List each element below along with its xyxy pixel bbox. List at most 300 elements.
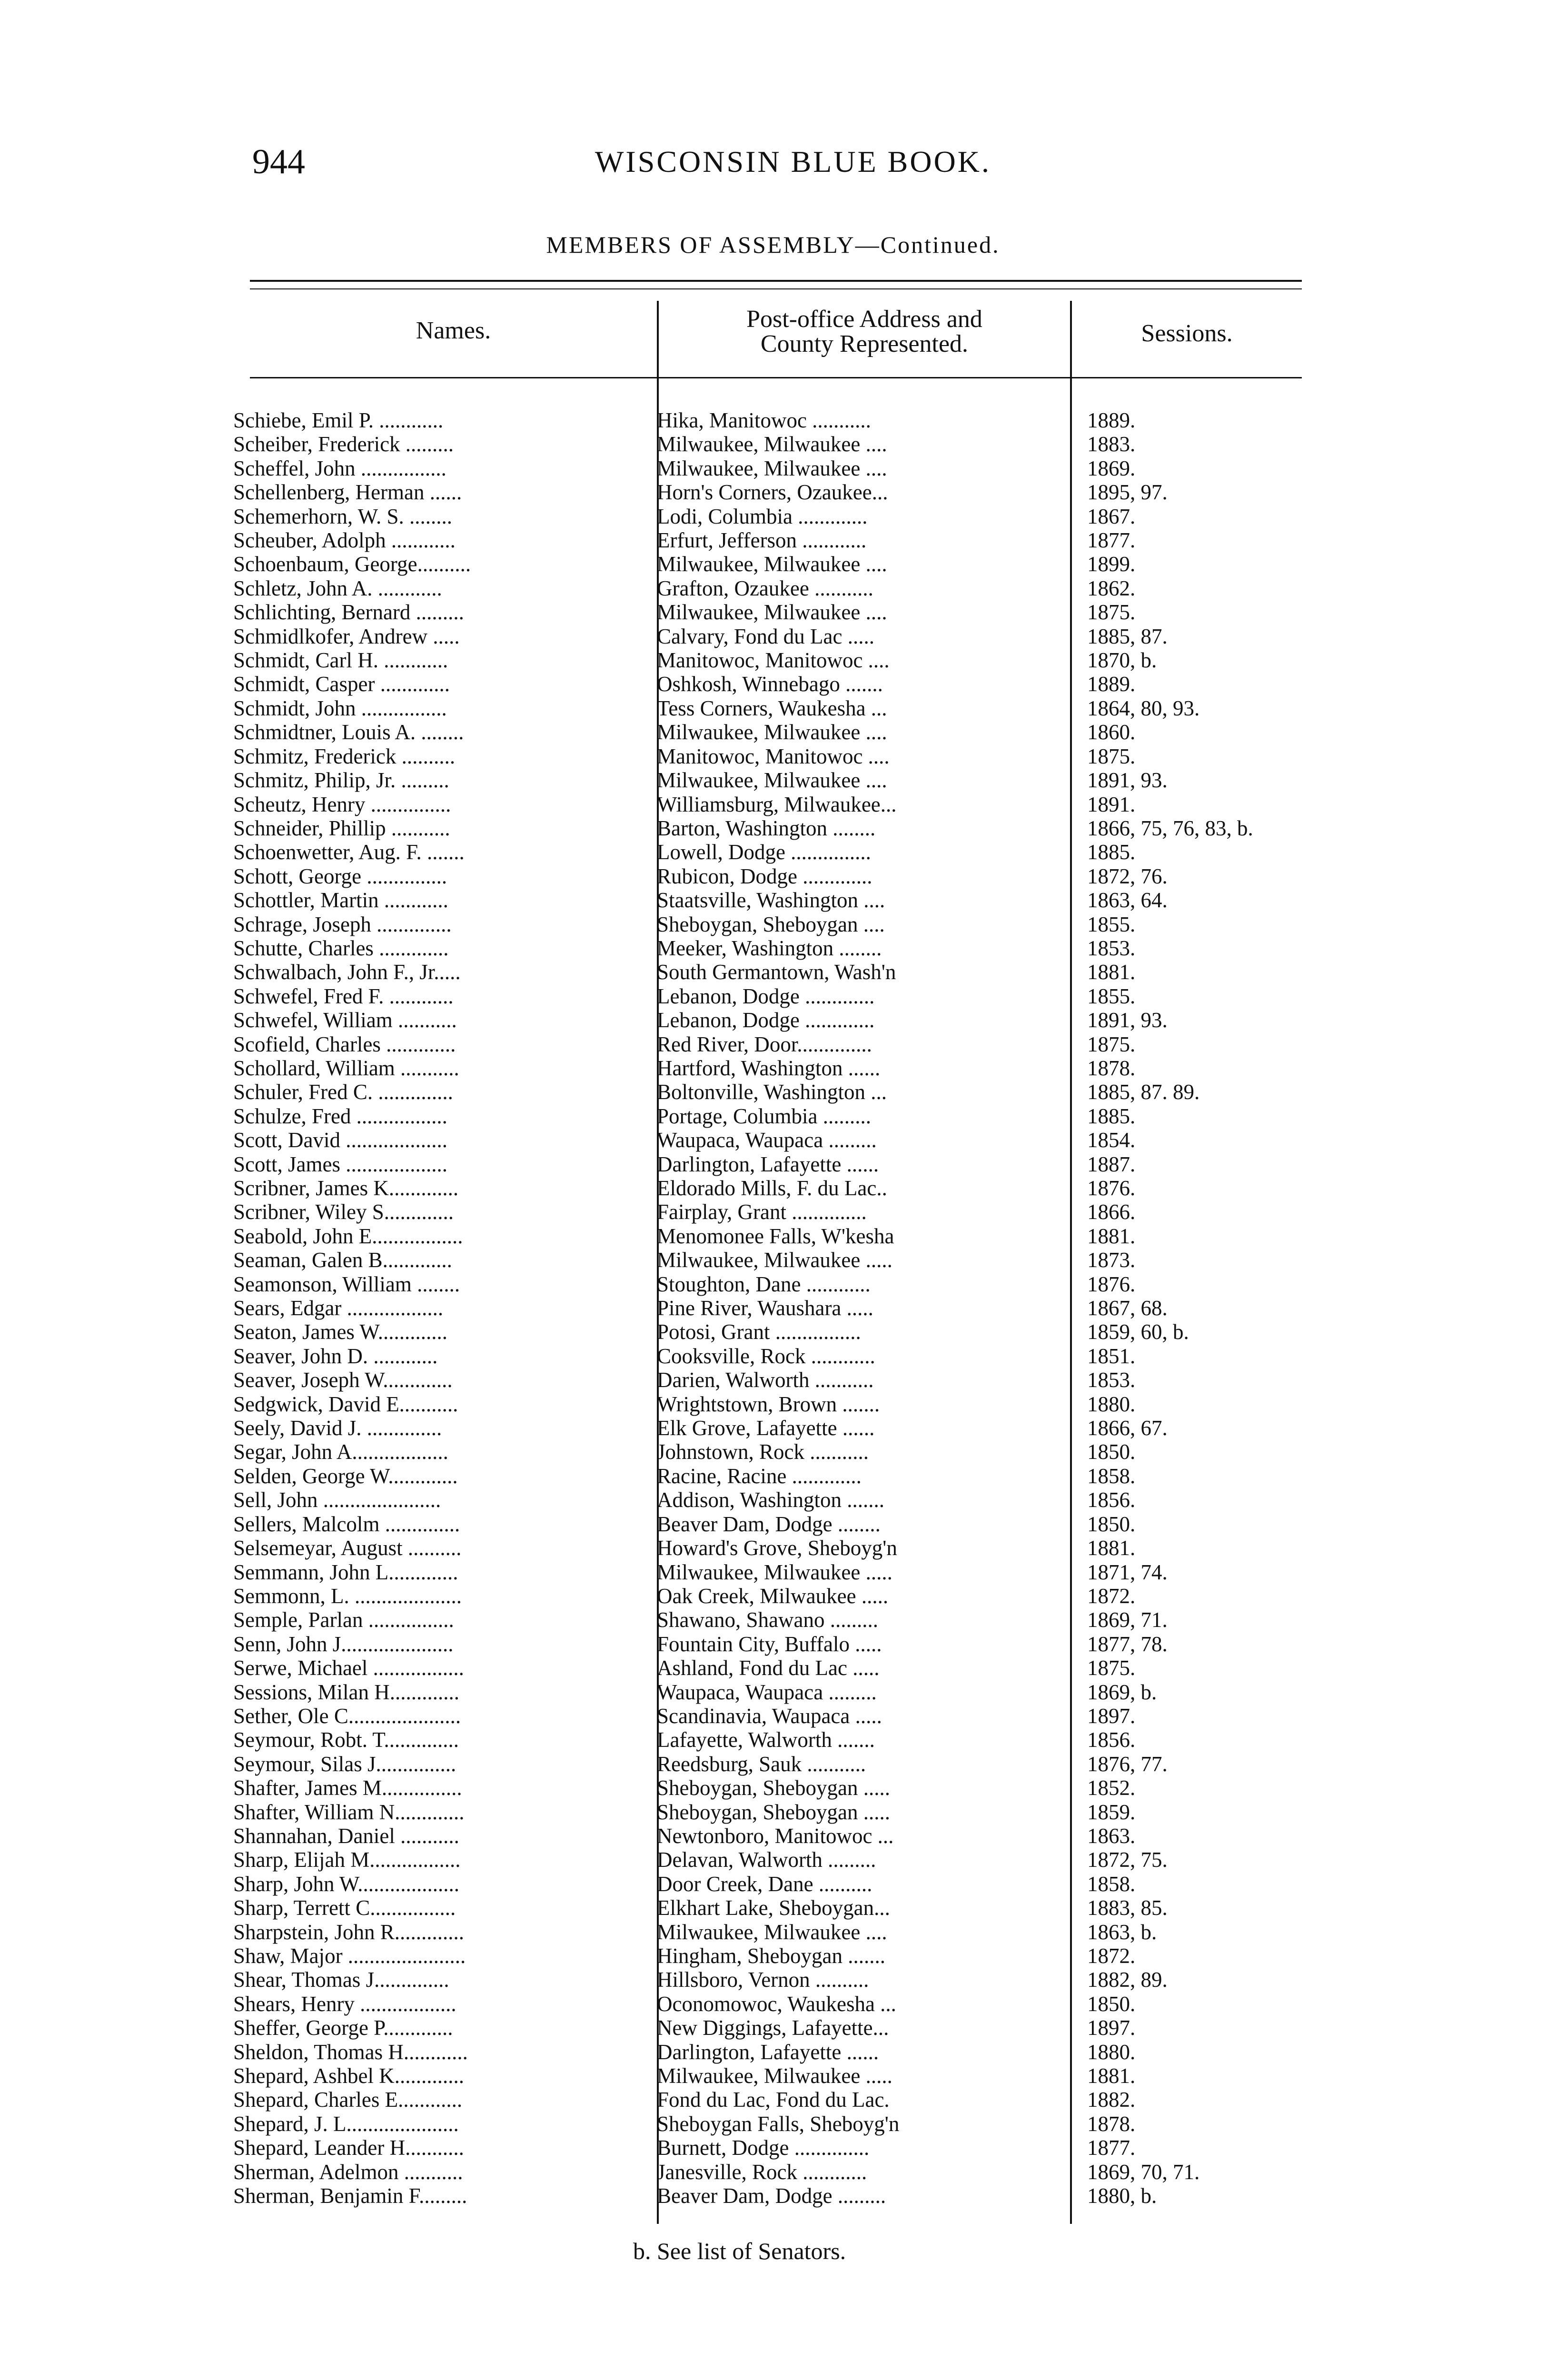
member-address: Newtonboro, Manitowoc ... xyxy=(657,1824,894,1848)
member-address: Elk Grove, Lafayette ...... xyxy=(657,1416,875,1440)
member-sessions: 1869. xyxy=(1087,456,1136,480)
table-row xyxy=(233,1632,1373,1656)
table-row xyxy=(233,1152,1373,1176)
table-row xyxy=(233,1800,1373,1824)
member-name: Schlichting, Bernard ......... xyxy=(233,600,464,625)
member-name: Seaton, James W............. xyxy=(233,1320,447,1344)
table-row xyxy=(233,1080,1373,1104)
member-address: Lebanon, Dodge ............. xyxy=(657,1008,875,1032)
member-sessions: 1866, 67. xyxy=(1087,1416,1168,1440)
member-sessions: 1858. xyxy=(1087,1872,1136,1896)
member-address: Red River, Door.............. xyxy=(657,1032,872,1056)
table-row xyxy=(233,864,1373,888)
table-row xyxy=(233,2112,1373,2136)
member-sessions: 1897. xyxy=(1087,1704,1136,1728)
table-row xyxy=(233,1680,1373,1704)
member-name: Semmann, John L............. xyxy=(233,1560,458,1584)
member-name: Sether, Ole C..................... xyxy=(233,1704,461,1728)
member-name: Schmidtner, Louis A. ........ xyxy=(233,720,464,744)
member-address: Fond du Lac, Fond du Lac. xyxy=(657,2088,890,2112)
member-sessions: 1862. xyxy=(1087,576,1136,600)
table-row xyxy=(233,2064,1373,2088)
member-address: Addison, Washington ....... xyxy=(657,1488,885,1512)
member-address: Calvary, Fond du Lac ..... xyxy=(657,624,874,648)
member-sessions: 1891, 93. xyxy=(1087,768,1168,793)
table-row xyxy=(233,1656,1373,1680)
member-name: Shepard, Charles E............ xyxy=(233,2088,463,2112)
member-address: Shawano, Shawano ......... xyxy=(657,1608,878,1632)
member-name: Serwe, Michael ................. xyxy=(233,1656,464,1680)
table-row xyxy=(233,1272,1373,1296)
member-name: Shaw, Major ...................... xyxy=(233,1944,466,1968)
member-address: Stoughton, Dane ............ xyxy=(657,1272,871,1296)
table-row xyxy=(233,1416,1373,1440)
member-sessions: 1859. xyxy=(1087,1800,1136,1824)
table-row xyxy=(233,768,1373,792)
member-address: Staatsville, Washington .... xyxy=(657,888,885,912)
table-row xyxy=(233,1296,1373,1320)
member-address: Potosi, Grant ................ xyxy=(657,1320,861,1344)
member-name: Shear, Thomas J.............. xyxy=(233,1968,449,1992)
table-row xyxy=(233,1440,1373,1464)
member-sessions: 1873. xyxy=(1087,1248,1136,1272)
member-address: Manitowoc, Manitowoc .... xyxy=(657,744,890,768)
member-address: Cooksville, Rock ............ xyxy=(657,1344,875,1368)
table-row xyxy=(233,1584,1373,1608)
member-name: Schletz, John A. ............ xyxy=(233,576,442,600)
member-address: Horn's Corners, Ozaukee... xyxy=(657,480,888,505)
member-sessions: 1863. xyxy=(1087,1824,1136,1848)
member-sessions: 1858. xyxy=(1087,1464,1136,1488)
member-sessions: 1880. xyxy=(1087,2040,1136,2064)
header-bottom-rule xyxy=(250,377,1302,378)
footnote: b. See list of Senators. xyxy=(633,2238,846,2264)
table-row xyxy=(233,600,1373,624)
member-sessions: 1877. xyxy=(1087,528,1136,553)
member-sessions: 1866, 75, 76, 83, b. xyxy=(1087,816,1253,840)
member-sessions: 1855. xyxy=(1087,912,1136,936)
member-sessions: 1881. xyxy=(1087,2064,1136,2088)
member-sessions: 1872, 76. xyxy=(1087,864,1168,888)
member-sessions: 1891. xyxy=(1087,792,1136,816)
table-row xyxy=(233,2040,1373,2064)
member-address: Milwaukee, Milwaukee .... xyxy=(657,600,887,625)
table-row xyxy=(233,1032,1373,1056)
member-sessions: 1887. xyxy=(1087,1152,1136,1176)
section-subtitle: MEMBERS OF ASSEMBLY—Continued. xyxy=(546,231,1000,258)
member-address: Meeker, Washington ........ xyxy=(657,936,882,960)
table-row xyxy=(233,2184,1373,2208)
table-row xyxy=(233,696,1373,720)
member-sessions: 1856. xyxy=(1087,1488,1136,1512)
member-sessions: 1860. xyxy=(1087,720,1136,744)
table-row xyxy=(233,1056,1373,1080)
member-address: Waupaca, Waupaca ......... xyxy=(657,1680,877,1704)
member-sessions: 1853. xyxy=(1087,1368,1136,1392)
member-sessions: 1869, b. xyxy=(1087,1680,1157,1704)
member-name: Seely, David J. .............. xyxy=(233,1416,442,1440)
member-address: Burnett, Dodge .............. xyxy=(657,2136,870,2160)
member-name: Selden, George W............. xyxy=(233,1464,458,1488)
table-row xyxy=(233,2160,1373,2184)
member-sessions: 1863, 64. xyxy=(1087,888,1168,912)
member-sessions: 1883. xyxy=(1087,432,1136,456)
member-name: Shears, Henry .................. xyxy=(233,1992,456,2016)
member-address: Wrightstown, Brown ....... xyxy=(657,1392,880,1416)
table-row xyxy=(233,1968,1373,1992)
member-name: Scofield, Charles ............. xyxy=(233,1032,456,1056)
member-name: Scribner, Wiley S............. xyxy=(233,1200,454,1224)
member-name: Sears, Edgar .................. xyxy=(233,1296,444,1320)
member-name: Seaver, John D. ............ xyxy=(233,1344,438,1368)
member-name: Shepard, Leander H........... xyxy=(233,2136,464,2160)
member-name: Schutte, Charles ............. xyxy=(233,936,449,960)
member-name: Selsemeyar, August .......... xyxy=(233,1536,462,1560)
member-sessions: 1875. xyxy=(1087,600,1136,625)
table-row xyxy=(233,1728,1373,1752)
member-address: Manitowoc, Manitowoc .... xyxy=(657,648,890,673)
member-sessions: 1859, 60, b. xyxy=(1087,1320,1189,1344)
table-row xyxy=(233,1464,1373,1488)
member-sessions: 1850. xyxy=(1087,1512,1136,1536)
table-row xyxy=(233,1104,1373,1128)
member-address: Grafton, Ozaukee ........... xyxy=(657,576,873,600)
member-name: Shafter, William N............. xyxy=(233,1800,465,1824)
member-sessions: 1889. xyxy=(1087,408,1136,432)
table-row xyxy=(233,960,1373,984)
table-row xyxy=(233,1224,1373,1248)
member-address: Hika, Manitowoc ........... xyxy=(657,408,871,432)
member-name: Schott, George ............... xyxy=(233,864,447,888)
member-address: Fountain City, Buffalo ..... xyxy=(657,1632,882,1656)
member-address: Sheboygan, Sheboygan .... xyxy=(657,912,885,936)
member-name: Sharpstein, John R............. xyxy=(233,1920,465,1944)
running-title: WISCONSIN BLUE BOOK. xyxy=(595,145,991,178)
member-name: Sharp, Terrett C................ xyxy=(233,1896,456,1920)
member-address: Howard's Grove, Sheboyg'n xyxy=(657,1536,897,1560)
member-sessions: 1856. xyxy=(1087,1728,1136,1752)
table-row xyxy=(233,1608,1373,1632)
member-name: Schmidt, John ................ xyxy=(233,696,447,720)
member-address: New Diggings, Lafayette... xyxy=(657,2016,889,2040)
table-row xyxy=(233,1176,1373,1200)
member-name: Semmonn, L. .................... xyxy=(233,1584,462,1608)
table-row xyxy=(233,2136,1373,2160)
column-header-address-line1: Post-office Address and xyxy=(746,306,982,333)
member-sessions: 1876, 77. xyxy=(1087,1752,1168,1776)
table-row xyxy=(233,720,1373,744)
member-name: Schemerhorn, W. S. ........ xyxy=(233,504,452,528)
member-sessions: 1872. xyxy=(1087,1584,1136,1608)
member-address: Tess Corners, Waukesha ... xyxy=(657,696,887,720)
member-name: Schoenwetter, Aug. F. ....... xyxy=(233,840,465,864)
member-sessions: 1869, 71. xyxy=(1087,1608,1168,1632)
table-row xyxy=(233,1704,1373,1728)
member-address: Scandinavia, Waupaca ..... xyxy=(657,1704,882,1728)
member-address: Milwaukee, Milwaukee ..... xyxy=(657,1248,892,1272)
member-address: Sheboygan, Sheboygan ..... xyxy=(657,1776,890,1800)
table-row xyxy=(233,1872,1373,1896)
member-name: Senn, John J..................... xyxy=(233,1632,454,1656)
member-sessions: 1881. xyxy=(1087,960,1136,984)
member-name: Seabold, John E................. xyxy=(233,1224,463,1248)
member-address: Darlington, Lafayette ...... xyxy=(657,2040,879,2064)
table-row xyxy=(233,1392,1373,1416)
member-sessions: 1852. xyxy=(1087,1776,1136,1800)
member-address: Rubicon, Dodge ............. xyxy=(657,864,872,888)
members-table-body xyxy=(233,408,1373,2208)
member-name: Schwalbach, John F., Jr..... xyxy=(233,960,461,984)
member-address: Williamsburg, Milwaukee... xyxy=(657,792,897,816)
table-row xyxy=(233,1824,1373,1848)
member-sessions: 1872, 75. xyxy=(1087,1848,1168,1872)
table-row xyxy=(233,648,1373,672)
member-name: Segar, John A.................. xyxy=(233,1440,448,1464)
member-name: Seymour, Robt. T.............. xyxy=(233,1728,459,1752)
member-sessions: 1895, 97. xyxy=(1087,480,1168,505)
member-name: Scheiber, Frederick ......... xyxy=(233,432,454,456)
member-name: Sell, John ...................... xyxy=(233,1488,441,1512)
member-address: Milwaukee, Milwaukee .... xyxy=(657,552,887,576)
member-name: Schellenberg, Herman ...... xyxy=(233,480,462,505)
table-row xyxy=(233,1752,1373,1776)
member-sessions: 1851. xyxy=(1087,1344,1136,1368)
member-address: Eldorado Mills, F. du Lac.. xyxy=(657,1176,887,1200)
member-sessions: 1885. xyxy=(1087,840,1136,864)
member-address: Darlington, Lafayette ...... xyxy=(657,1152,879,1176)
table-row xyxy=(233,528,1373,552)
table-row xyxy=(233,1920,1373,1944)
member-name: Schottler, Martin ............ xyxy=(233,888,448,912)
member-address: Milwaukee, Milwaukee .... xyxy=(657,768,887,793)
member-address: Elkhart Lake, Sheboygan... xyxy=(657,1896,890,1920)
member-address: Hingham, Sheboygan ....... xyxy=(657,1944,885,1968)
member-address: Waupaca, Waupaca ......... xyxy=(657,1128,877,1152)
member-sessions: 1891, 93. xyxy=(1087,1008,1168,1032)
member-address: Hillsboro, Vernon .......... xyxy=(657,1968,869,1992)
member-sessions: 1885, 87. 89. xyxy=(1087,1080,1200,1104)
member-address: Milwaukee, Milwaukee ..... xyxy=(657,2064,892,2088)
member-sessions: 1876. xyxy=(1087,1176,1136,1200)
member-sessions: 1883, 85. xyxy=(1087,1896,1168,1920)
member-sessions: 1877. xyxy=(1087,2136,1136,2160)
table-row xyxy=(233,912,1373,936)
member-sessions: 1850. xyxy=(1087,1992,1136,2016)
member-address: Boltonville, Washington ... xyxy=(657,1080,887,1104)
member-address: Johnstown, Rock ........... xyxy=(657,1440,869,1464)
member-address: Delavan, Walworth ......... xyxy=(657,1848,876,1872)
table-row xyxy=(233,480,1373,504)
table-row xyxy=(233,1200,1373,1224)
member-name: Schmidt, Carl H. ............ xyxy=(233,648,448,673)
table-row xyxy=(233,2016,1373,2040)
member-address: Milwaukee, Milwaukee ..... xyxy=(657,1560,892,1584)
member-address: Janesville, Rock ............ xyxy=(657,2160,867,2184)
member-sessions: 1875. xyxy=(1087,1032,1136,1056)
member-address: Oconomowoc, Waukesha ... xyxy=(657,1992,896,2016)
table-row xyxy=(233,840,1373,864)
member-name: Schrage, Joseph .............. xyxy=(233,912,452,936)
member-name: Schollard, William ........... xyxy=(233,1056,459,1080)
member-name: Sharp, Elijah M................. xyxy=(233,1848,461,1872)
member-name: Sharp, John W................... xyxy=(233,1872,460,1896)
table-row xyxy=(233,1488,1373,1512)
member-name: Scribner, James K............. xyxy=(233,1176,459,1200)
top-rule xyxy=(250,280,1302,282)
member-sessions: 1881. xyxy=(1087,1224,1136,1248)
member-name: Scott, James ................... xyxy=(233,1152,447,1176)
member-sessions: 1867, 68. xyxy=(1087,1296,1168,1320)
member-name: Schneider, Phillip ........... xyxy=(233,816,450,840)
table-row xyxy=(233,1128,1373,1152)
table-row xyxy=(233,1320,1373,1344)
table-row xyxy=(233,2088,1373,2112)
member-sessions: 1853. xyxy=(1087,936,1136,960)
table-row xyxy=(233,984,1373,1008)
table-row xyxy=(233,1848,1373,1872)
table-row xyxy=(233,936,1373,960)
member-name: Shannahan, Daniel ........... xyxy=(233,1824,459,1848)
member-address: South Germantown, Wash'n xyxy=(657,960,896,984)
member-address: Lowell, Dodge ............... xyxy=(657,840,871,864)
members-table xyxy=(233,408,1373,2208)
page-number: 944 xyxy=(252,142,305,181)
member-name: Sellers, Malcolm .............. xyxy=(233,1512,460,1536)
member-address: Oak Creek, Milwaukee ..... xyxy=(657,1584,889,1608)
member-name: Scott, David ................... xyxy=(233,1128,447,1152)
member-name: Schmitz, Philip, Jr. ......... xyxy=(233,768,449,793)
member-address: Racine, Racine ............. xyxy=(657,1464,862,1488)
table-row xyxy=(233,505,1373,528)
column-header-names: Names. xyxy=(416,317,491,344)
member-sessions: 1877, 78. xyxy=(1087,1632,1168,1656)
member-name: Sherman, Benjamin F......... xyxy=(233,2184,467,2208)
member-name: Shepard, Ashbel K............. xyxy=(233,2064,464,2088)
member-sessions: 1855. xyxy=(1087,984,1136,1008)
member-sessions: 1876. xyxy=(1087,1272,1136,1296)
table-row xyxy=(233,1368,1373,1392)
member-address: Sheboygan Falls, Sheboyg'n xyxy=(657,2112,900,2136)
member-name: Sessions, Milan H............. xyxy=(233,1680,460,1704)
member-address: Door Creek, Dane .......... xyxy=(657,1872,872,1896)
member-address: Fairplay, Grant .............. xyxy=(657,1200,867,1224)
member-sessions: 1897. xyxy=(1087,2016,1136,2040)
table-row xyxy=(233,408,1373,432)
member-sessions: 1869, 70, 71. xyxy=(1087,2160,1200,2184)
member-address: Sheboygan, Sheboygan ..... xyxy=(657,1800,890,1824)
member-sessions: 1866. xyxy=(1087,1200,1136,1224)
member-name: Schulze, Fred ................. xyxy=(233,1104,447,1128)
member-address: Erfurt, Jefferson ............ xyxy=(657,528,867,553)
member-address: Ashland, Fond du Lac ..... xyxy=(657,1656,880,1680)
table-row xyxy=(233,1536,1373,1560)
member-address: Beaver Dam, Dodge ......... xyxy=(657,2184,886,2208)
table-row xyxy=(233,1248,1373,1272)
member-sessions: 1878. xyxy=(1087,1056,1136,1080)
member-address: Pine River, Waushara ..... xyxy=(657,1296,873,1320)
member-sessions: 1885. xyxy=(1087,1104,1136,1128)
member-sessions: 1880, b. xyxy=(1087,2184,1157,2208)
member-name: Seamonson, William ........ xyxy=(233,1272,460,1296)
member-address: Reedsburg, Sauk ........... xyxy=(657,1752,866,1776)
member-name: Seaver, Joseph W............. xyxy=(233,1368,453,1392)
table-row xyxy=(233,1512,1373,1536)
member-sessions: 1854. xyxy=(1087,1128,1136,1152)
member-sessions: 1875. xyxy=(1087,744,1136,768)
column-header-address-line2: County Represented. xyxy=(760,330,969,357)
member-name: Seaman, Galen B............. xyxy=(233,1248,452,1272)
member-name: Schmidlkofer, Andrew ..... xyxy=(233,624,460,648)
table-row xyxy=(233,672,1373,696)
table-row xyxy=(233,1008,1373,1032)
member-sessions: 1882. xyxy=(1087,2088,1136,2112)
member-address: Portage, Columbia ......... xyxy=(657,1104,871,1128)
member-sessions: 1882, 89. xyxy=(1087,1968,1168,1992)
member-sessions: 1864, 80, 93. xyxy=(1087,696,1200,720)
member-sessions: 1885, 87. xyxy=(1087,624,1168,648)
table-row xyxy=(233,1776,1373,1800)
member-name: Seymour, Silas J............... xyxy=(233,1752,456,1776)
table-row xyxy=(233,793,1373,816)
member-sessions: 1878. xyxy=(1087,2112,1136,2136)
member-address: Milwaukee, Milwaukee .... xyxy=(657,432,887,456)
member-sessions: 1881. xyxy=(1087,1536,1136,1560)
table-row xyxy=(233,1896,1373,1920)
member-address: Beaver Dam, Dodge ........ xyxy=(657,1512,881,1536)
table-row xyxy=(233,625,1373,648)
member-address: Hartford, Washington ...... xyxy=(657,1056,881,1080)
table-row xyxy=(233,1944,1373,1968)
member-address: Milwaukee, Milwaukee .... xyxy=(657,720,887,744)
table-row xyxy=(233,552,1373,576)
table-row xyxy=(233,432,1373,456)
member-name: Sheldon, Thomas H............ xyxy=(233,2040,468,2064)
member-name: Scheffel, John ................ xyxy=(233,456,446,480)
member-sessions: 1875. xyxy=(1087,1656,1136,1680)
member-name: Schuler, Fred C. .............. xyxy=(233,1080,453,1104)
table-row xyxy=(233,456,1373,480)
table-row xyxy=(233,744,1373,768)
member-name: Schwefel, William ........... xyxy=(233,1008,457,1032)
member-sessions: 1872. xyxy=(1087,1944,1136,1968)
member-name: Schoenbaum, George.......... xyxy=(233,552,471,576)
table-row xyxy=(233,816,1373,840)
table-row xyxy=(233,888,1373,912)
member-name: Schwefel, Fred F. ............ xyxy=(233,984,454,1008)
member-address: Milwaukee, Milwaukee .... xyxy=(657,456,887,480)
top-rule-thin xyxy=(250,288,1302,289)
member-sessions: 1863, b. xyxy=(1087,1920,1157,1944)
member-address: Menomonee Falls, W'kesha xyxy=(657,1224,894,1248)
table-row xyxy=(233,1344,1373,1368)
member-name: Shepard, J. L..................... xyxy=(233,2112,459,2136)
member-sessions: 1850. xyxy=(1087,1440,1136,1464)
member-sessions: 1889. xyxy=(1087,672,1136,696)
member-name: Scheutz, Henry ............... xyxy=(233,792,451,816)
table-row xyxy=(233,1560,1373,1584)
member-name: Semple, Parlan ................ xyxy=(233,1608,454,1632)
member-sessions: 1867. xyxy=(1087,504,1136,528)
table-row xyxy=(233,1992,1373,2016)
member-name: Sherman, Adelmon ........... xyxy=(233,2160,463,2184)
member-name: Sheffer, George P............. xyxy=(233,2016,453,2040)
member-address: Lodi, Columbia ............. xyxy=(657,504,868,528)
table-row xyxy=(233,576,1373,600)
member-address: Barton, Washington ........ xyxy=(657,816,876,840)
member-name: Shafter, James M............... xyxy=(233,1776,462,1800)
member-name: Schmitz, Frederick .......... xyxy=(233,744,456,768)
member-address: Darien, Walworth ........... xyxy=(657,1368,874,1392)
